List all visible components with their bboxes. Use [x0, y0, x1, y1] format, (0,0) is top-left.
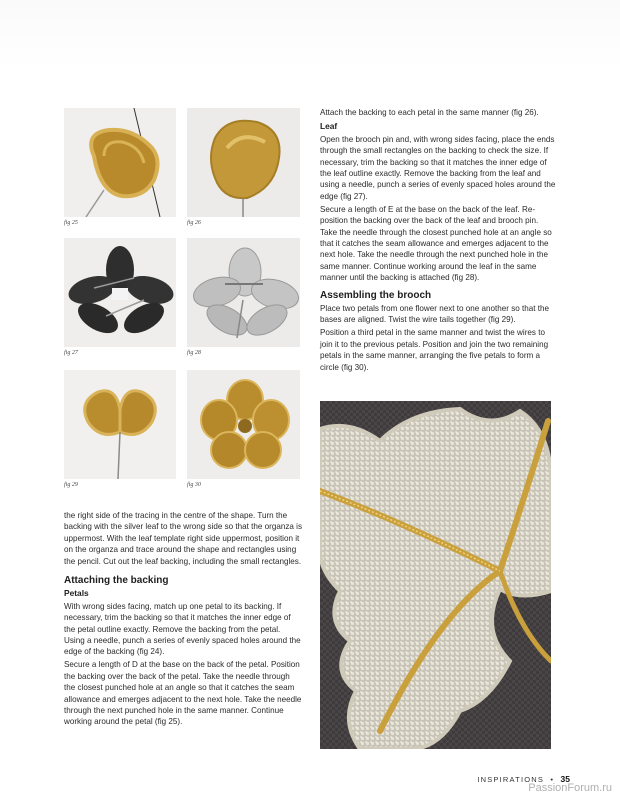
caption-fig-26: fig 26 [187, 220, 201, 226]
footer-separator: • [550, 775, 555, 784]
caption-fig-27: fig 27 [64, 350, 78, 356]
figure-27-photo [64, 238, 176, 347]
petals-paragraph-2: Secure a length of D at the base on the back of the petal. Position the backing over the back of the petal. Take the needle through the closest punched hole at an angle so that it catches the seam allowance and emerges adjacent to the next hole. Take the needle through the next punched hole in the same manner. Continue working around the petal (fig 25). [64, 660, 302, 727]
attach-each-paragraph: Attach the backing to each petal in the same manner (fig 26). [320, 108, 539, 117]
figure-25-photo [64, 108, 176, 217]
subheading-leaf: Leaf [320, 121, 338, 132]
figure-28-photo [187, 238, 300, 347]
footer-section: INSPIRATIONS [477, 775, 545, 784]
heading-assembling-brooch: Assembling the brooch [320, 289, 432, 301]
assemble-paragraph-1: Place two petals from one flower next to one another so that the bases are aligned. Twist the wire tails together (fig 29). [320, 304, 550, 325]
caption-fig-28: fig 28 [187, 350, 201, 356]
caption-fig-30: fig 30 [187, 482, 201, 488]
intro-paragraph: the right side of the tracing in the centre of the shape. Turn the backing with the silver leaf to the wrong side so that the organza is uppermost. With the leaf template right side uppermost, position it on the organza and trace around the shape and rectangles using the pencil. Cut out the leaf backing, including the small rectangles. [64, 511, 302, 566]
subheading-petals: Petals [64, 588, 89, 599]
assemble-paragraph-2: Position a third petal in the same manner and twist the wires to join it to the previous petals. Position and join the two remaining petals in the same manner, arranging the five petals to form a circle (fig 30). [320, 328, 549, 372]
page-number: 35 [560, 774, 570, 784]
page-top-margin [0, 0, 620, 70]
caption-fig-25: fig 25 [64, 220, 78, 226]
figure-26-photo [187, 108, 300, 217]
leaf-paragraph-2: Secure a length of E at the base on the back of the leaf. Re-position the backing over the back of the leaf and brooch pin. Take the needle through the closest punched hole at an angle so that it catches the seam allowance and emerges adjacent to the next hole. Take the needle through the next punched hole in the same manner. Continue working around the leaf in the same manner until the backing is attached (fig 28). [320, 204, 552, 283]
leaf-paragraph-1: Open the brooch pin and, with wrong sides facing, place the ends through the small rectangles on the backing to check the size. If necessary, trim the backing so that it matches the inner edge of the leaf outline exactly. Remove the backing from the leaf and using a needle, punch a series of evenly spaced holes around the edge (fig 27). [320, 134, 556, 201]
caption-fig-29: fig 29 [64, 482, 78, 488]
figure-29-photo [64, 370, 176, 479]
leaf-closeup-photo [320, 401, 551, 749]
heading-attaching-backing: Attaching the backing [64, 575, 169, 587]
watermark-text: PassionForum.ru [528, 782, 612, 794]
petals-paragraph-1: With wrong sides facing, match up one petal to its backing. If necessary, trim the backing so that it matches the inner edge of the petal outline exactly. Remove the backing from the petal. Using a needle, punch a series of evenly spaced holes around the edge of the backing (fig 24). [64, 601, 301, 657]
left-text-column [64, 510, 302, 729]
right-text-column [320, 107, 556, 374]
figure-30-photo [187, 370, 300, 479]
